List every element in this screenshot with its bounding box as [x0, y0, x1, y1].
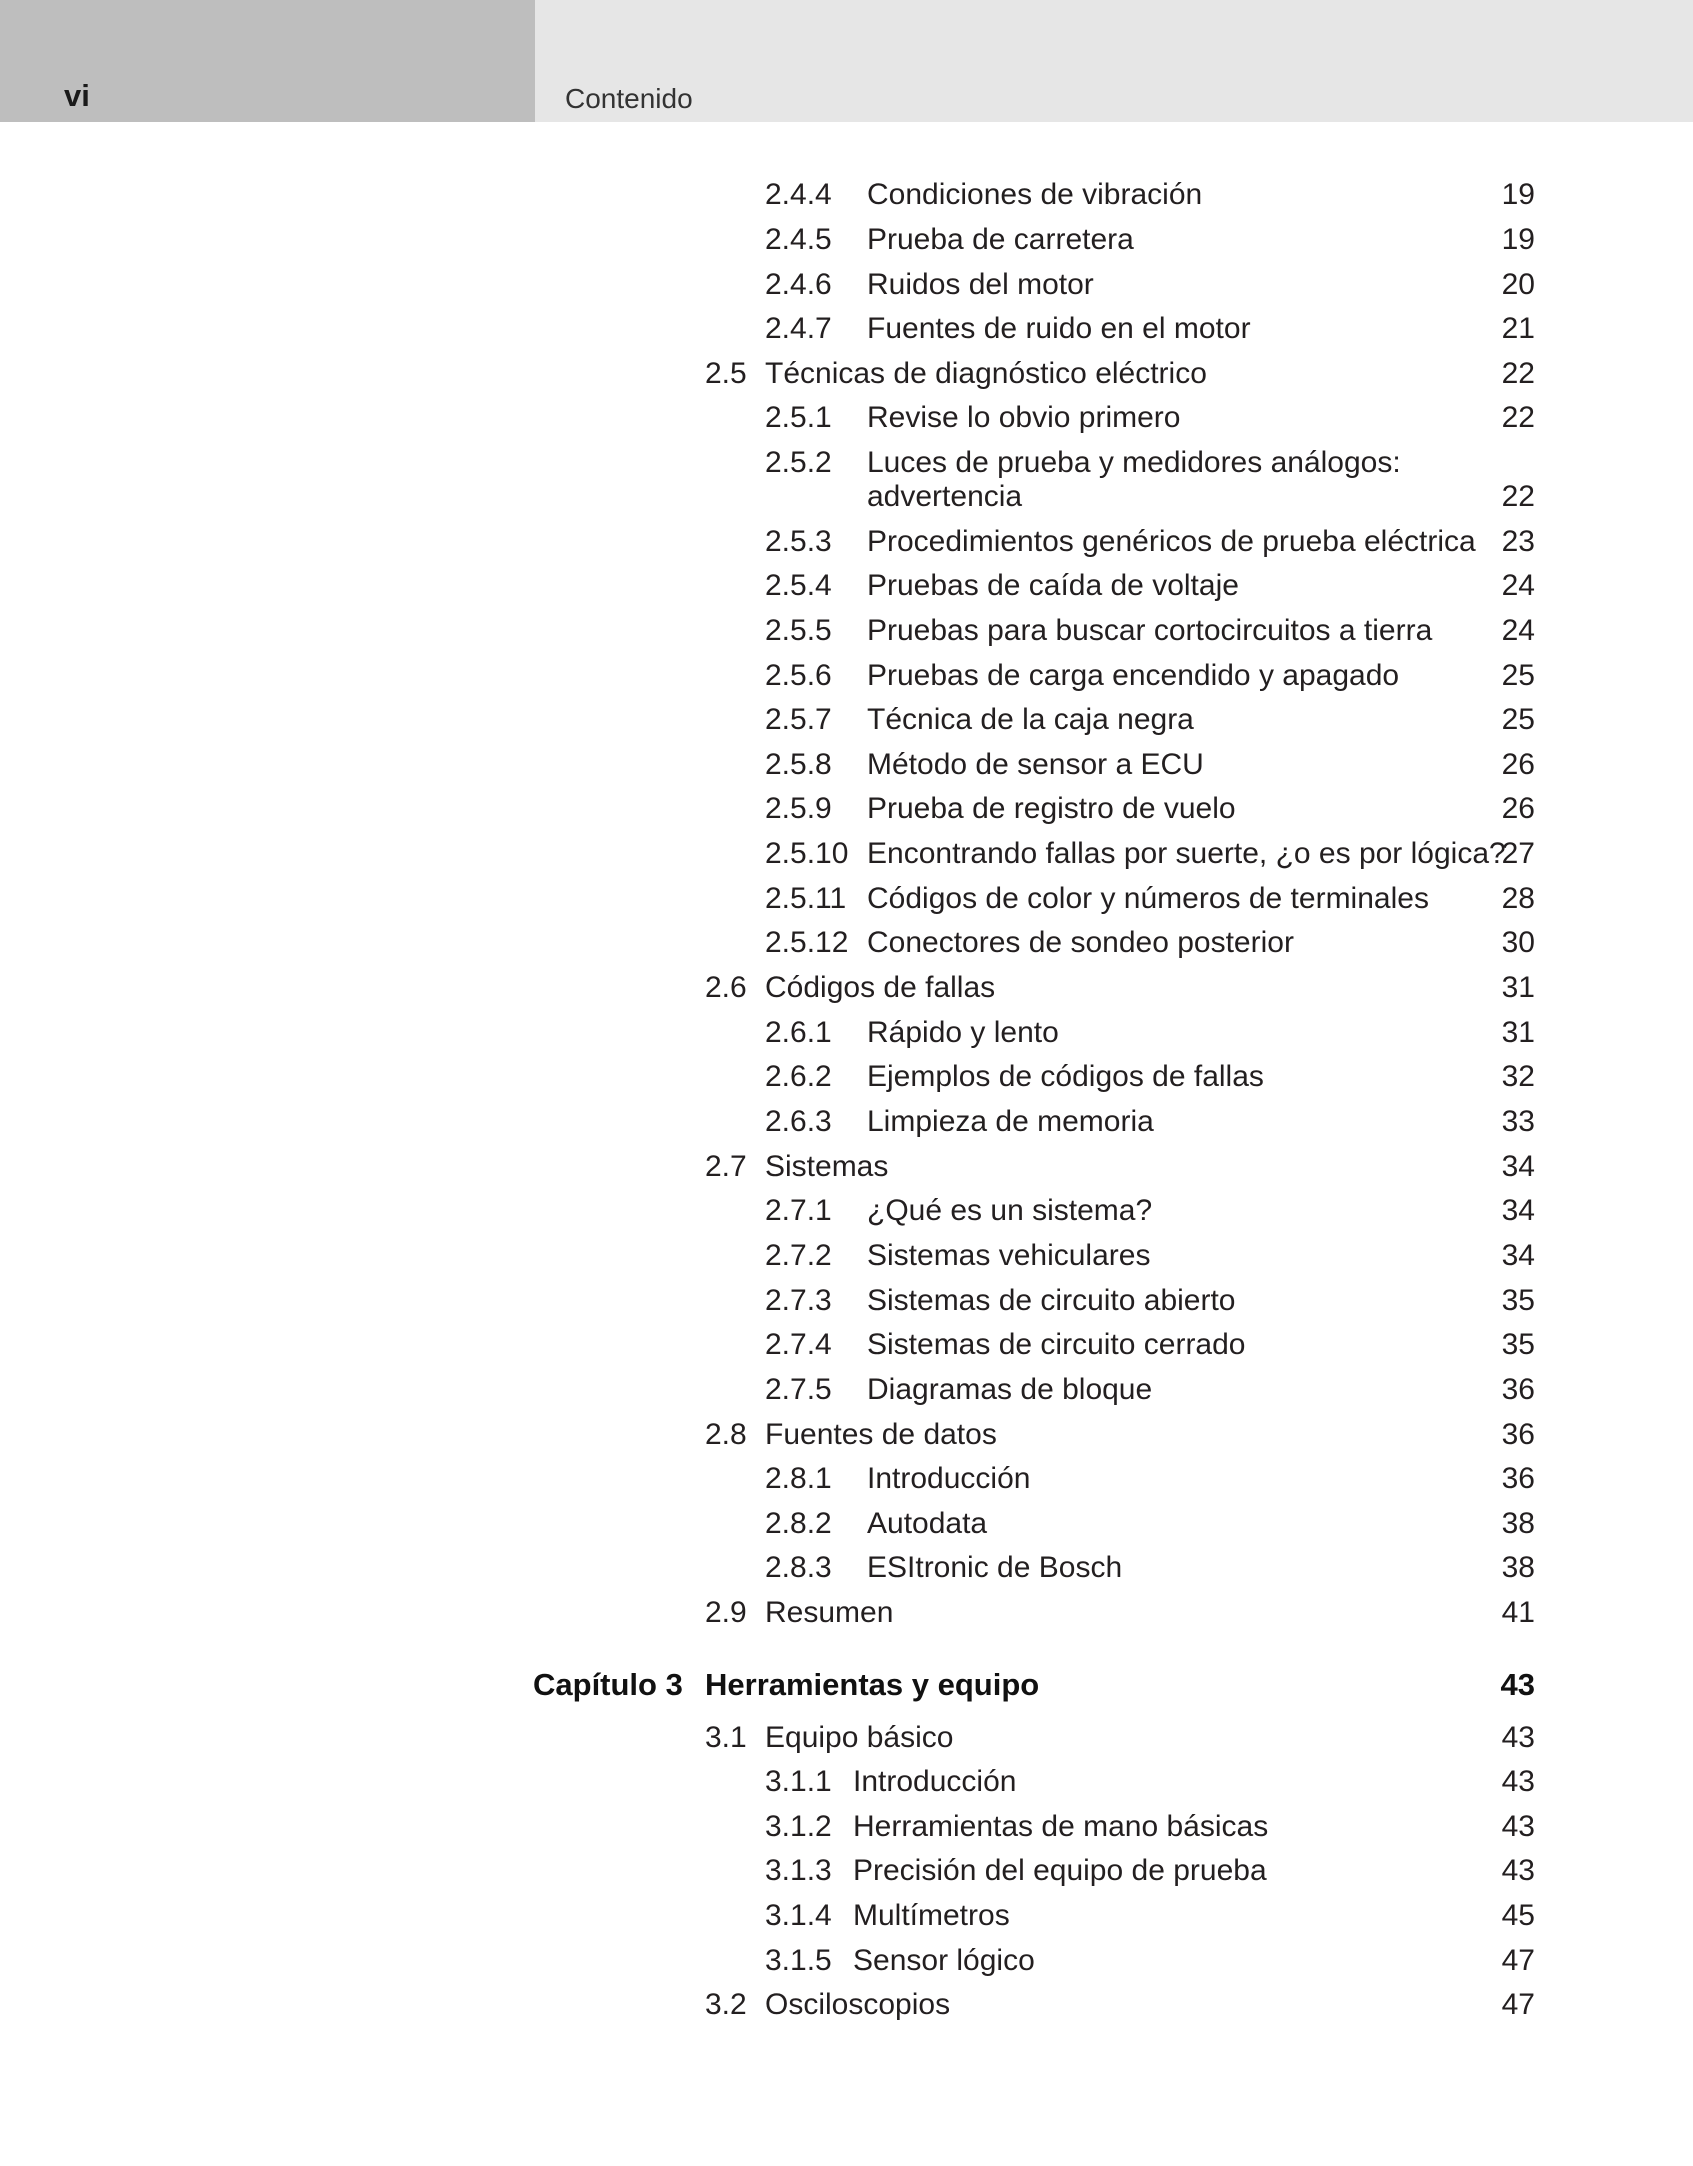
entry-title: Herramientas de mano básicas — [853, 1810, 1269, 1843]
entry-page: 38 — [1501, 1551, 1535, 1584]
entry-page: 27 — [1501, 837, 1535, 870]
section-title: Códigos de fallas — [765, 971, 996, 1004]
section-title: Sistemas — [765, 1150, 889, 1183]
entry-page: 30 — [1501, 926, 1535, 959]
entry-title: Método de sensor a ECU — [867, 748, 1204, 781]
entry-number: 2.6.2 — [765, 1060, 832, 1093]
entry-page: 22 — [1501, 401, 1535, 434]
entry-title: Fuentes de ruido en el motor — [867, 312, 1251, 345]
entry-number: 2.5.5 — [765, 614, 832, 647]
entry-title: Condiciones de vibración — [867, 178, 1203, 211]
section-title: Resumen — [765, 1596, 894, 1629]
entry-title: Prueba de carretera — [867, 223, 1134, 256]
entry-number: 2.5.1 — [765, 401, 832, 434]
entry-title: Pruebas para buscar cortocircuitos a tierra — [867, 614, 1433, 647]
entry-title: Prueba de registro de vuelo — [867, 792, 1236, 825]
entry-page: 26 — [1501, 748, 1535, 781]
entry-number: 2.6.1 — [765, 1016, 832, 1049]
entry-title: Limpieza de memoria — [867, 1105, 1154, 1138]
entry-number: 2.4.6 — [765, 268, 832, 301]
entry-title: Sistemas de circuito cerrado — [867, 1328, 1246, 1361]
entry-number: 3.1.5 — [765, 1944, 832, 1977]
entry-title: Conectores de sondeo posterior — [867, 926, 1294, 959]
entry-number: 2.5.8 — [765, 748, 832, 781]
entry-number: 2.8.1 — [765, 1462, 832, 1495]
entry-title: Pruebas de carga encendido y apagado — [867, 659, 1400, 692]
section-number: 3.2 — [705, 1988, 747, 2021]
entry-page: 20 — [1501, 268, 1535, 301]
entry-number: 2.4.5 — [765, 223, 832, 256]
entry-page: 33 — [1501, 1105, 1535, 1138]
section-page: 34 — [1501, 1150, 1535, 1183]
entry-title: Códigos de color y números de terminales — [867, 882, 1429, 915]
entry-title-continued: advertencia — [867, 480, 1023, 513]
entry-number: 2.7.2 — [765, 1239, 832, 1272]
entry-number: 2.5.3 — [765, 525, 832, 558]
entry-number: 2.7.4 — [765, 1328, 832, 1361]
entry-page: 34 — [1501, 1194, 1535, 1227]
entry-page: 28 — [1501, 882, 1535, 915]
entry-page: 23 — [1501, 525, 1535, 558]
entry-title: Sistemas vehiculares — [867, 1239, 1151, 1272]
entry-title: Sensor lógico — [853, 1944, 1035, 1977]
section-page: 47 — [1501, 1988, 1535, 2021]
section-page: 31 — [1501, 971, 1535, 1004]
entry-title: Encontrando fallas por suerte, ¿o es por lógica? — [867, 837, 1506, 870]
section-title: Fuentes de datos — [765, 1418, 997, 1451]
entry-title: Procedimientos genéricos de prueba eléctrica — [867, 525, 1476, 558]
running-head: Contenido — [565, 83, 693, 114]
entry-page: 25 — [1501, 659, 1535, 692]
entry-number: 2.6.3 — [765, 1105, 832, 1138]
entry-page: 43 — [1501, 1854, 1535, 1887]
entry-title: ¿Qué es un sistema? — [867, 1194, 1153, 1227]
entry-title: Precisión del equipo de prueba — [853, 1854, 1267, 1887]
entry-page: 43 — [1501, 1810, 1535, 1843]
section-number: 2.9 — [705, 1596, 747, 1629]
entry-number: 3.1.4 — [765, 1899, 832, 1932]
section-page: 22 — [1501, 357, 1535, 390]
section-number: 2.7 — [705, 1150, 747, 1183]
entry-number: 2.8.2 — [765, 1507, 832, 1540]
entry-page: 47 — [1501, 1944, 1535, 1977]
entry-number: 2.4.4 — [765, 178, 832, 211]
entry-page: 45 — [1501, 1899, 1535, 1932]
chapter-title: Herramientas y equipo — [705, 1667, 1040, 1702]
entry-number: 2.5.12 — [765, 926, 849, 959]
entry-number: 3.1.1 — [765, 1765, 832, 1798]
entry-title: Sistemas de circuito abierto — [867, 1284, 1236, 1317]
entry-title: Luces de prueba y medidores análogos: — [867, 446, 1401, 479]
entry-number: 3.1.2 — [765, 1810, 832, 1843]
entry-title: Rápido y lento — [867, 1016, 1059, 1049]
section-number: 3.1 — [705, 1721, 747, 1754]
entry-number: 2.5.10 — [765, 837, 849, 870]
entry-page: 35 — [1501, 1328, 1535, 1361]
entry-title: Revise lo obvio primero — [867, 401, 1181, 434]
section-page: 36 — [1501, 1418, 1535, 1451]
entry-number: 2.5.6 — [765, 659, 832, 692]
section-number: 2.6 — [705, 971, 747, 1004]
entry-title: Técnica de la caja negra — [867, 703, 1194, 736]
entry-page: 38 — [1501, 1507, 1535, 1540]
section-page: 43 — [1501, 1721, 1535, 1754]
entry-number: 3.1.3 — [765, 1854, 832, 1887]
entry-title: Introducción — [853, 1765, 1017, 1798]
entry-title: Diagramas de bloque — [867, 1373, 1153, 1406]
entry-title: Multímetros — [853, 1899, 1010, 1932]
section-number: 2.8 — [705, 1418, 747, 1451]
chapter-number: Capítulo 3 — [533, 1667, 683, 1702]
entry-page: 26 — [1501, 792, 1535, 825]
entry-page: 36 — [1501, 1462, 1535, 1495]
entry-page: 22 — [1501, 480, 1535, 513]
entry-page: 36 — [1501, 1373, 1535, 1406]
entry-number: 2.7.5 — [765, 1373, 832, 1406]
section-number: 2.5 — [705, 357, 747, 390]
page-number: vi — [64, 78, 90, 113]
section-page: 41 — [1501, 1596, 1535, 1629]
section-title: Osciloscopios — [765, 1988, 951, 2021]
entry-page: 24 — [1501, 614, 1535, 647]
entry-number: 2.8.3 — [765, 1551, 832, 1584]
entry-page: 25 — [1501, 703, 1535, 736]
entry-title: Ruidos del motor — [867, 268, 1094, 301]
entry-page: 24 — [1501, 569, 1535, 602]
entry-title: Ejemplos de códigos de fallas — [867, 1060, 1264, 1093]
entry-title: Autodata — [867, 1507, 988, 1540]
entry-title: Introducción — [867, 1462, 1031, 1495]
entry-number: 2.5.7 — [765, 703, 832, 736]
section-title: Técnicas de diagnóstico eléctrico — [765, 357, 1207, 390]
entry-number: 2.7.3 — [765, 1284, 832, 1317]
entry-page: 34 — [1501, 1239, 1535, 1272]
entry-page: 19 — [1501, 178, 1535, 211]
entry-page: 43 — [1501, 1765, 1535, 1798]
entry-page: 35 — [1501, 1284, 1535, 1317]
entry-number: 2.5.4 — [765, 569, 832, 602]
entry-number: 2.5.11 — [765, 882, 847, 915]
entry-page: 31 — [1501, 1016, 1535, 1049]
entry-number: 2.5.9 — [765, 792, 832, 825]
entry-page: 21 — [1501, 312, 1535, 345]
entry-title: Pruebas de caída de voltaje — [867, 569, 1239, 602]
entry-page: 32 — [1501, 1060, 1535, 1093]
entry-page: 19 — [1501, 223, 1535, 256]
entry-title: ESItronic de Bosch — [867, 1551, 1123, 1584]
entry-number: 2.5.2 — [765, 446, 832, 479]
entry-number: 2.4.7 — [765, 312, 832, 345]
section-title: Equipo básico — [765, 1721, 954, 1754]
entry-number: 2.7.1 — [765, 1194, 832, 1227]
chapter-page: 43 — [1500, 1667, 1535, 1702]
